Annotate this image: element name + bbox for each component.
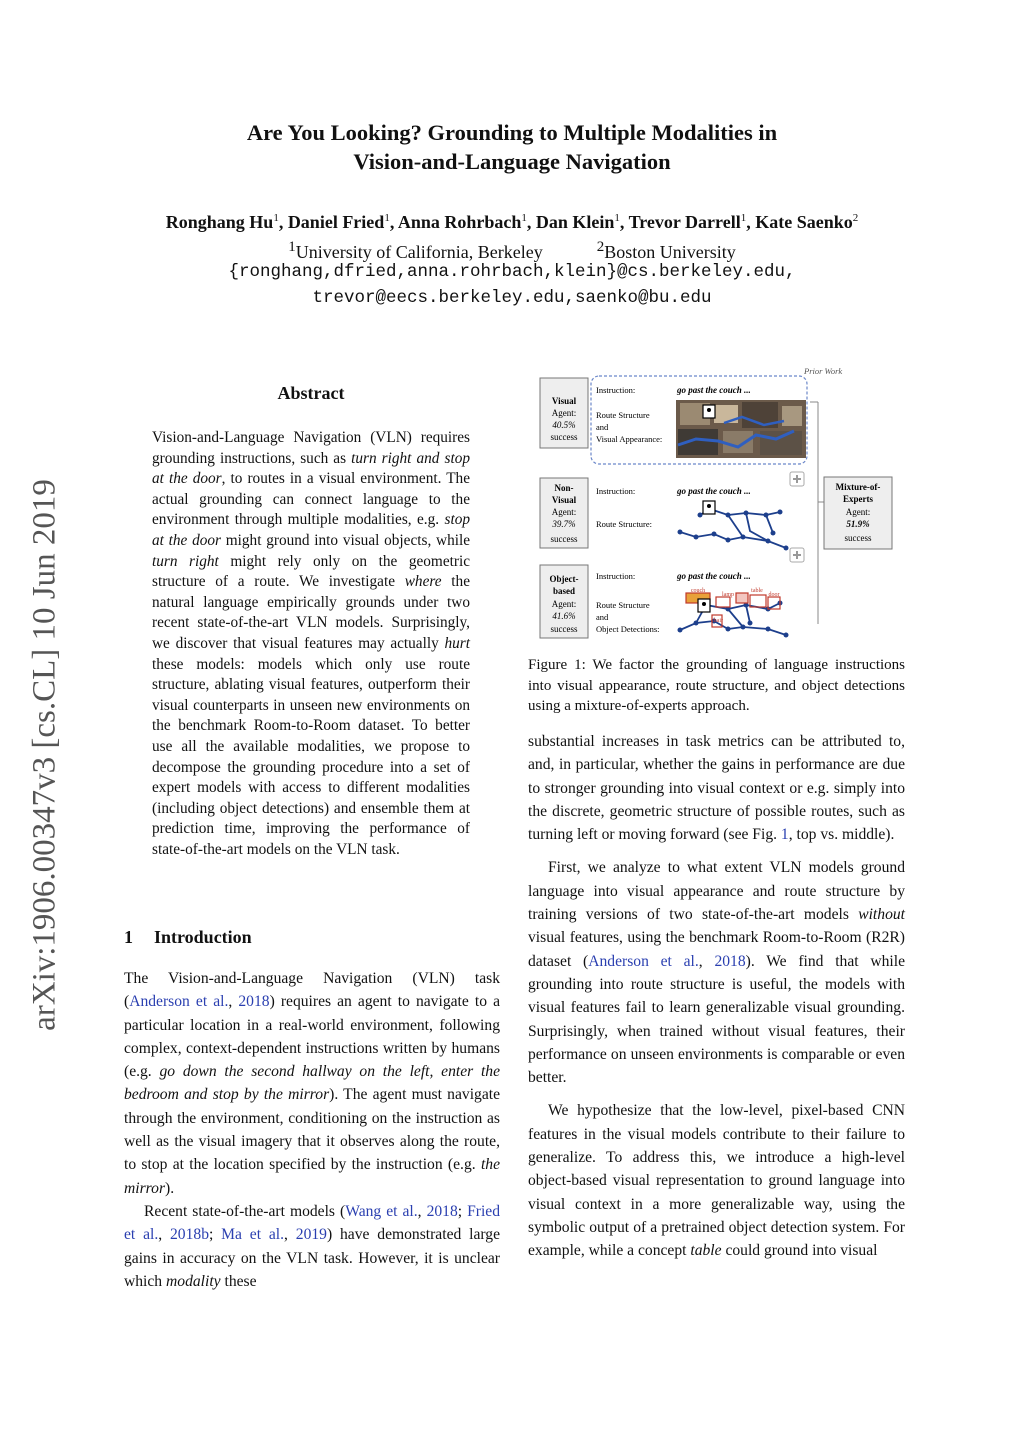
plus-icon (790, 472, 804, 486)
right-paragraph-3 (528, 1099, 905, 1262)
moe-name-2: Experts (843, 494, 873, 504)
citation-link[interactable]: Anderson et al. (588, 952, 699, 970)
detection-label-lamp: lamp (722, 592, 734, 598)
author-name: Daniel Fried (287, 212, 385, 232)
abstract-body (152, 428, 470, 860)
author-affil-sup: 1 (384, 212, 390, 224)
citation-link[interactable]: Wang et al. (345, 1202, 418, 1220)
nonvisual-agent-name-2: Visual (551, 495, 577, 505)
nonvisual-agent-score: 39.7% (552, 519, 576, 529)
abstract-text: the natural language empirically grounds under two recent state-of-the-art VLN models. Surprisingly, we discover that visual features may actually (152, 573, 470, 652)
citation-link[interactable]: 2019 (295, 1226, 327, 1244)
author-name: Trevor Darrell (628, 212, 741, 232)
visual-appearance-label: Visual Appearance: (596, 434, 663, 444)
text-run: , (158, 1226, 170, 1244)
email-line-2: trevor@eecs.berkeley.edu,saenko@bu.edu (312, 288, 712, 308)
citation-link[interactable]: Fried et al. (124, 1202, 501, 1244)
moe-metric: success (844, 533, 872, 543)
email-line-1: {ronghang,dfried,anna.rohrbach,klein}@cs.berkeley.edu, (228, 262, 796, 282)
figure-ref-link[interactable]: 1 (780, 826, 789, 844)
text-run: , (417, 1202, 427, 1220)
intro-left-column (124, 967, 500, 1293)
citation-link[interactable]: Anderson et al. (129, 993, 229, 1011)
right-paragraph-2 (528, 856, 905, 1089)
figure-1 (528, 365, 908, 650)
section-heading-introduction (124, 927, 252, 948)
object-agent-score: 41.6% (552, 611, 576, 621)
text-emph: modality (166, 1272, 221, 1290)
and-label: and (596, 612, 609, 622)
text-run: We hypothesize that the low-level, pixel-based CNN features in the visual models contribute to their failure to generalize. To address this, we introduce a high-level object-based visual representation to ground language into visual context in a more generalizable way, using the symbolic output of a pretrained object detection system. For example, while a concept (528, 1102, 905, 1260)
text-emph: go down the second hallway on the left, enter the bedroom and stop by the mirror (124, 1063, 501, 1104)
instruction-label: Instruction: (596, 385, 636, 395)
text-run: ) requires an agent to navigate to a particular location in a real-world environment, following complex, context-dependent instructions written by humans (e.g. (124, 993, 500, 1081)
affil-1-sup: 1 (288, 239, 296, 255)
text-run: , (228, 993, 239, 1011)
instruction-label: Instruction: (596, 571, 636, 581)
route-structure-label: Route Structure (596, 600, 650, 610)
author-name: Dan Klein (535, 212, 615, 232)
panorama-image (676, 400, 806, 458)
text-run: , top vs. middle). (788, 826, 895, 844)
arxiv-stamp: arXiv:1906.00347v3 [cs.CL] 10 Jun 2019 (26, 479, 63, 1031)
object-agent-name-1: Object- (549, 574, 579, 584)
visual-agent-name: Visual (551, 396, 577, 406)
object-agent-label: Agent: (551, 599, 577, 609)
text-run: ). The agent must navigate through the environment, conditioning on the instruction as well as the visual imagery that it observes along the route, to stop at the location specified by the instruction (e.g. (124, 1086, 500, 1174)
citation-link[interactable]: 2018b (170, 1226, 209, 1244)
abstract-emph: turn right and stop at the door (152, 449, 471, 488)
author-affil-sup: 2 (852, 212, 859, 224)
nonvisual-agent-label: Agent: (551, 507, 577, 517)
abstract-text: Vision-and-Language Navigation (VLN) requires grounding instructions, such as (152, 429, 470, 467)
right-paragraph-1 (528, 730, 905, 846)
text-emph: table (690, 1242, 722, 1260)
instruction-text: go past the couch ... (677, 571, 751, 581)
plus-icon (790, 548, 804, 562)
section-title: Introduction (154, 927, 252, 947)
text-emph: without (858, 906, 905, 924)
text-run: , (284, 1226, 296, 1244)
figure-1-caption: Figure 1: We factor the grounding of language instructions into visual appearance, route structure, and object detections using a mixture-of-experts approach. (528, 657, 905, 714)
author-name: Anna Rohrbach (397, 212, 522, 232)
visual-agent-label: Agent: (551, 408, 577, 418)
text-run: First, we analyze to what extent VLN models ground language into visual appearance and route structure by training versions of two state-of-the-art models (528, 859, 905, 924)
nonvisual-agent-name-1: Non- (554, 483, 574, 493)
detection-label-chair: chair (711, 618, 723, 624)
detection-label-table: table (751, 588, 763, 594)
prior-work-label: Prior Work (804, 366, 843, 376)
citation-link[interactable]: 2018 (238, 993, 270, 1011)
abstract-emph: turn right (152, 552, 219, 570)
text-run: ) have demonstrated large gains in accuracy on the VLN task. However, it is unclear which (124, 1226, 501, 1290)
text-run: substantial increases in task metrics can be attributed to, and, in particular, whether the gains in performance are due to stronger grounding into visual context or e.g. simply into the discrete, geometric structure of possible routes, such as turning left or moving forward (see Fig. (528, 733, 905, 844)
figure-1-diagram (528, 365, 908, 650)
affil-2-name: Boston University (604, 242, 736, 262)
visual-agent-score: 40.5% (552, 420, 576, 430)
author-affil-sup: 1 (273, 212, 279, 224)
intro-paragraph-2 (124, 1200, 500, 1293)
object-agent-metric: success (550, 624, 578, 634)
author-affil-sup: 1 (740, 212, 747, 224)
object-agent-name-2: based (552, 586, 576, 596)
route-structure-label: Route Structure (596, 410, 650, 420)
abstract-text: might rely only on the geometric structure of a route. We investigate (152, 552, 470, 591)
abstract-text: these models: models which only use route structure, ablating visual features, outperform their visual counterparts in unseen new environments on the benchmark Room-to-Room dataset. To better use all the available modalities, we propose to decompose the grounding procedure into a set of expert models with access to different modalities (including object detections) and ensemble them at prediction time, improving the performance of state-of-the-art models on the VLN task. (152, 655, 470, 858)
text-run: visual features, using the benchmark Room-to-Room (R2R) dataset ( (528, 929, 905, 970)
intro-paragraph-1 (124, 967, 500, 1200)
detection-label-couch: couch (690, 588, 706, 594)
text-run: could ground into visual (721, 1242, 878, 1260)
text-run: , (698, 952, 715, 970)
citation-link[interactable]: 2018 (714, 952, 746, 970)
author-affil-sup: 1 (521, 212, 527, 224)
moe-name-1: Mixture-of- (835, 482, 881, 492)
author-list: Ronghang Hu$^1$, Daniel Fried$^1$, Anna Rohrbach$^1$, Dan Klein$^1$, Trevor Darrell$^1$, Kate Saenko$^2$ (165, 212, 859, 232)
section-number: 1 (124, 927, 133, 947)
author-affil-sup: 1 (614, 212, 620, 224)
abstract-text: might ground into visual objects, while (221, 531, 471, 549)
text-run: Recent state-of-the-art models ( (144, 1202, 346, 1220)
nonvisual-agent-metric: success (550, 534, 578, 544)
author-name: Kate Saenko (755, 212, 853, 232)
text-run: ; (457, 1202, 468, 1220)
affiliations (0, 239, 1024, 263)
right-column (528, 730, 905, 1263)
paper-title (0, 118, 1024, 176)
detection-label-door: door (768, 592, 780, 598)
text-run: ). We find that while grounding into route structure is useful, the models with visual features fail to learn generalizable visual grounding. Surprisingly, when trained without visual features, their performance on unseen environments is comparable or even better. (528, 952, 905, 1087)
text-run: ). (165, 1179, 175, 1197)
instruction-text: go past the couch ... (677, 486, 751, 496)
title-line-1: Are You Looking? Grounding to Multiple Modalities in (246, 120, 778, 145)
abstract-heading: Abstract (277, 383, 345, 403)
affil-2-sup: 2 (596, 239, 605, 255)
object-detections-label: Object Detections: (596, 624, 660, 634)
route-nodes (678, 601, 789, 638)
abstract-emph: where (404, 573, 442, 591)
text-run: ; (208, 1226, 222, 1244)
text-run: these (220, 1272, 257, 1290)
moe-agent-label: Agent: (845, 507, 871, 517)
abstract-emph: hurt (444, 634, 470, 652)
text-emph: the mirror (124, 1156, 500, 1197)
route-structure-label: Route Structure: (596, 519, 652, 529)
affil-1-name: University of California, Berkeley (295, 242, 543, 262)
title-line-2: Vision-and-Language Navigation (353, 149, 671, 174)
moe-score: 51.9% (846, 519, 870, 529)
instruction-text: go past the couch ... (677, 385, 751, 395)
author-name: Ronghang Hu (165, 212, 274, 232)
visual-agent-metric: success (550, 432, 578, 442)
citation-link[interactable]: 2018 (426, 1202, 458, 1220)
text-run: The Vision-and-Language Navigation (VLN) task ( (124, 970, 500, 1011)
citation-link[interactable]: Ma et al. (221, 1226, 285, 1244)
and-label: and (596, 422, 609, 432)
instruction-label: Instruction: (596, 486, 636, 496)
abstract-emph: stop at the door (152, 511, 470, 549)
abstract-text: , to routes in a visual environment. The actual grounding can connect language to the environment through multiple modalities, e.g. (152, 470, 470, 529)
